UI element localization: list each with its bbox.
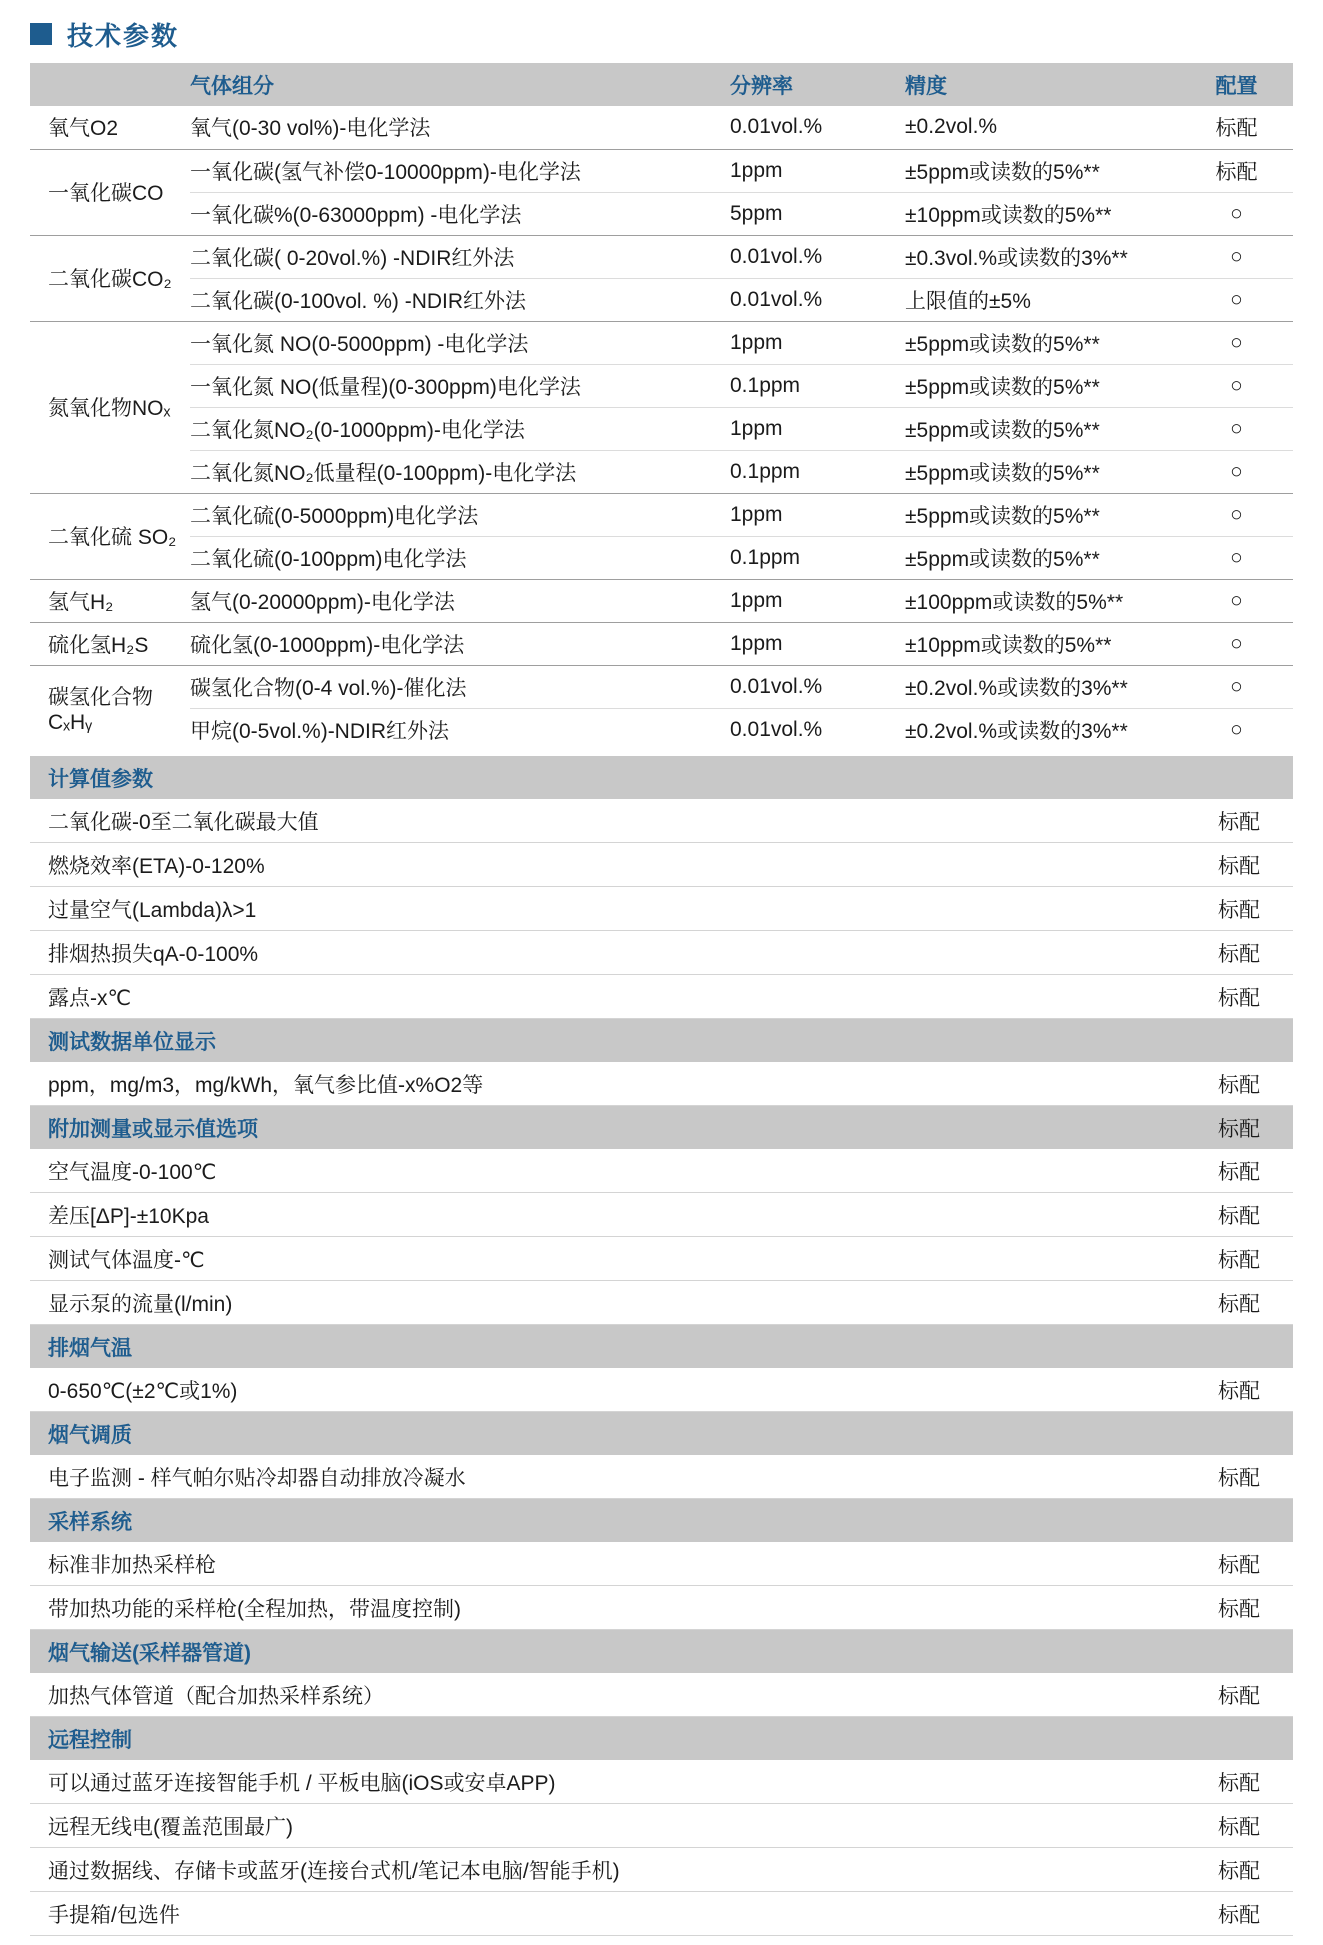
spec-text: 标准非加热采样枪 <box>48 1553 216 1577</box>
table-row <box>30 407 1293 450</box>
config-badge: 标配 <box>1218 1771 1260 1795</box>
list-item <box>30 1673 1293 1717</box>
accuracy-cell: ±10ppm或读数的5%** <box>895 622 1180 665</box>
config-badge: 标配 <box>1218 1859 1260 1883</box>
section-title: 烟气输送(采样器管道) <box>48 1641 251 1665</box>
resolution-cell: 1ppm <box>720 321 895 364</box>
config-badge: 标配 <box>1218 898 1260 922</box>
accuracy-cell: ±0.2vol.%或读数的3%** <box>895 665 1180 708</box>
section-title: 采样系统 <box>48 1510 132 1534</box>
section-gas-transport <box>30 1630 1293 1717</box>
section-header <box>30 1106 1293 1149</box>
table-row <box>30 450 1293 493</box>
gas-component-cell: 一氧化碳%(0-63000ppm) -电化学法 <box>190 192 720 235</box>
list-item <box>30 1193 1293 1237</box>
section-display-units <box>30 1019 1293 1106</box>
section-title: 远程控制 <box>48 1728 132 1752</box>
resolution-cell: 0.01vol.% <box>720 708 895 751</box>
section-sampling-system <box>30 1499 1293 1630</box>
accuracy-cell: ±100ppm或读数的5%** <box>895 579 1180 622</box>
spec-text: 可以通过蓝牙连接智能手机 / 平板电脑(iOS或安卓APP) <box>48 1771 556 1795</box>
spec-text: 电子监测 - 样气帕尔贴冷却器自动排放冷凝水 <box>48 1466 466 1490</box>
gas-group-cell: 一氧化碳CO <box>30 149 190 235</box>
spec-text: 露点-x℃ <box>48 986 132 1010</box>
gas-component-cell: 二氧化碳( 0-20vol.%) -NDIR红外法 <box>190 235 720 278</box>
config-cell: ○ <box>1180 708 1293 751</box>
gas-group-cell: 氢气H₂ <box>30 579 190 622</box>
table-row <box>30 536 1293 579</box>
config-badge: 标配 <box>1218 1117 1260 1141</box>
table-row <box>30 149 1293 192</box>
section-calculated-values <box>30 756 1293 1019</box>
accuracy-cell: 上限值的±5% <box>895 278 1180 321</box>
config-cell: ○ <box>1180 192 1293 235</box>
section-header <box>30 756 1293 799</box>
list-item <box>30 1760 1293 1804</box>
resolution-cell: 5ppm <box>720 192 895 235</box>
config-cell: ○ <box>1180 278 1293 321</box>
config-badge: 标配 <box>1218 1466 1260 1490</box>
gas-component-cell: 二氧化氮NO₂(0-1000ppm)-电化学法 <box>190 407 720 450</box>
config-badge: 标配 <box>1218 1379 1260 1403</box>
table-row <box>30 665 1293 708</box>
spec-text: 手提箱/包选件 <box>48 1903 180 1927</box>
section-remote-control <box>30 1717 1293 1936</box>
resolution-cell: 0.01vol.% <box>720 278 895 321</box>
table-row <box>30 708 1293 751</box>
config-badge: 标配 <box>1218 1553 1260 1577</box>
page-title: 技术参数 <box>67 20 180 51</box>
resolution-cell: 0.1ppm <box>720 450 895 493</box>
list-item <box>30 1237 1293 1281</box>
config-cell: ○ <box>1180 364 1293 407</box>
accuracy-cell: ±0.2vol.% <box>905 115 998 139</box>
config-cell: 标配 <box>1215 117 1258 141</box>
section-flue-gas-temperature <box>30 1325 1293 1412</box>
section-title: 测试数据单位显示 <box>48 1030 216 1054</box>
resolution-cell: 0.01vol.% <box>720 235 895 278</box>
table-row <box>30 235 1293 278</box>
list-item <box>30 843 1293 887</box>
spec-text: 远程无线电(覆盖范围最广) <box>48 1815 293 1839</box>
spec-text: 空气温度-0-100℃ <box>48 1160 217 1184</box>
config-badge: 标配 <box>1218 810 1260 834</box>
config-badge: 标配 <box>1218 1204 1260 1228</box>
resolution-cell: 0.1ppm <box>720 536 895 579</box>
config-badge: 标配 <box>1218 1160 1260 1184</box>
table-row <box>30 579 1293 622</box>
section-title: 烟气调质 <box>48 1423 132 1447</box>
gas-component-cell: 二氧化硫(0-5000ppm)电化学法 <box>190 493 720 536</box>
spec-text: 过量空气(Lambda)λ>1 <box>48 898 257 922</box>
section-title: 排烟气温 <box>48 1336 132 1360</box>
config-cell: 标配 <box>1180 149 1293 192</box>
config-badge: 标配 <box>1218 1248 1260 1272</box>
table-row <box>30 622 1293 665</box>
gas-spec-table <box>30 63 1293 751</box>
accuracy-cell: ±0.2vol.%或读数的3%** <box>895 708 1180 751</box>
list-item <box>30 1848 1293 1892</box>
list-item <box>30 1062 1293 1106</box>
gas-group-cell: 硫化氢H₂S <box>30 622 190 665</box>
section-gas-conditioning <box>30 1412 1293 1499</box>
spec-sections <box>30 756 1293 1936</box>
section-header <box>30 1019 1293 1062</box>
spec-text: 加热气体管道（配合加热采样系统） <box>48 1684 384 1708</box>
list-item <box>30 975 1293 1019</box>
spec-text: 二氧化碳-0至二氧化碳最大值 <box>48 810 319 834</box>
config-cell: ○ <box>1180 321 1293 364</box>
section-title: 计算值参数 <box>48 767 153 791</box>
section-header <box>30 1499 1293 1542</box>
config-badge: 标配 <box>1218 1597 1260 1621</box>
column-header-group <box>30 63 190 106</box>
resolution-cell: 0.01vol.% <box>730 115 823 139</box>
config-badge: 标配 <box>1218 942 1260 966</box>
gas-component-cell: 硫化氢(0-1000ppm)-电化学法 <box>190 622 720 665</box>
list-item <box>30 1368 1293 1412</box>
column-header-resolution: 分辨率 <box>720 63 895 106</box>
config-cell: ○ <box>1180 579 1293 622</box>
resolution-cell: 1ppm <box>720 407 895 450</box>
column-header-accuracy: 精度 <box>895 63 1180 106</box>
gas-component-cell: 一氧化氮 NO(0-5000ppm) -电化学法 <box>190 321 720 364</box>
gas-group-cell: 二氧化硫 SO₂ <box>30 493 190 579</box>
list-item <box>30 1586 1293 1630</box>
gas-group-cell: 氧气O2 <box>48 117 119 141</box>
config-badge: 标配 <box>1218 1684 1260 1708</box>
resolution-cell: 1ppm <box>720 149 895 192</box>
accuracy-cell: ±5ppm或读数的5%** <box>895 536 1180 579</box>
gas-component-cell: 二氧化硫(0-100ppm)电化学法 <box>190 536 720 579</box>
config-cell: ○ <box>1180 235 1293 278</box>
spec-text: 0-650℃(±2℃或1%) <box>48 1379 238 1403</box>
gas-group-cell: 碳氢化合物CₓHᵧ <box>30 665 190 751</box>
section-header <box>30 1630 1293 1673</box>
spec-text: 排烟热损失qA-0-100% <box>48 942 259 966</box>
list-item <box>30 1542 1293 1586</box>
list-item <box>30 887 1293 931</box>
gas-group-cell: 氮氧化物NOₓ <box>30 321 190 493</box>
list-item <box>30 1455 1293 1499</box>
config-cell: ○ <box>1180 622 1293 665</box>
resolution-cell: 1ppm <box>720 622 895 665</box>
gas-component-cell: 氢气(0-20000ppm)-电化学法 <box>190 579 720 622</box>
list-item <box>30 1281 1293 1325</box>
spec-text: 差压[ΔP]-±10Kpa <box>48 1204 209 1228</box>
accuracy-cell: ±10ppm或读数的5%** <box>895 192 1180 235</box>
config-cell: ○ <box>1180 493 1293 536</box>
list-item <box>30 1892 1293 1936</box>
config-cell: ○ <box>1180 407 1293 450</box>
gas-component-cell: 碳氢化合物(0-4 vol.%)-催化法 <box>190 665 720 708</box>
config-cell: ○ <box>1180 536 1293 579</box>
column-header-component: 气体组分 <box>190 63 720 106</box>
list-item <box>30 799 1293 843</box>
spec-text: 显示泵的流量(l/min) <box>48 1292 233 1316</box>
section-header <box>30 1717 1293 1760</box>
table-row <box>30 493 1293 536</box>
gas-component-cell: 甲烷(0-5vol.%)-NDIR红外法 <box>190 708 720 751</box>
accuracy-cell: ±5ppm或读数的5%** <box>895 493 1180 536</box>
list-item <box>30 1149 1293 1193</box>
gas-component-cell: 一氧化氮 NO(低量程)(0-300ppm)电化学法 <box>190 364 720 407</box>
gas-component-cell: 氧气(0-30 vol%)-电化学法 <box>190 117 431 141</box>
accuracy-cell: ±0.3vol.%或读数的3%** <box>895 235 1180 278</box>
gas-component-cell: 二氧化碳(0-100vol. %) -NDIR红外法 <box>190 278 720 321</box>
section-header <box>30 1412 1293 1455</box>
resolution-cell: 1ppm <box>720 579 895 622</box>
config-badge: 标配 <box>1218 854 1260 878</box>
table-row <box>30 364 1293 407</box>
spec-text: 燃烧效率(ETA)-0-120% <box>48 854 265 878</box>
resolution-cell: 0.01vol.% <box>720 665 895 708</box>
list-item <box>30 931 1293 975</box>
spec-text: ppm，mg/m3，mg/kWh，氧气参比值-x%O2等 <box>48 1073 484 1097</box>
config-badge: 标配 <box>1218 1292 1260 1316</box>
accuracy-cell: ±5ppm或读数的5%** <box>895 149 1180 192</box>
resolution-cell: 0.1ppm <box>720 364 895 407</box>
list-item <box>30 1804 1293 1848</box>
table-header-row <box>30 63 1293 106</box>
section-additional-measurements <box>30 1106 1293 1325</box>
table-row <box>30 106 1293 149</box>
spec-text: 通过数据线、存储卡或蓝牙(连接台式机/笔记本电脑/智能手机) <box>48 1859 620 1883</box>
config-cell: ○ <box>1180 665 1293 708</box>
table-row <box>30 321 1293 364</box>
section-marker-icon <box>30 23 52 45</box>
gas-group-cell: 二氧化碳CO₂ <box>30 235 190 321</box>
spec-text: 带加热功能的采样枪(全程加热，带温度控制) <box>48 1597 461 1621</box>
config-badge: 标配 <box>1218 986 1260 1010</box>
accuracy-cell: ±5ppm或读数的5%** <box>895 450 1180 493</box>
page-header <box>0 0 1323 51</box>
column-header-config: 配置 <box>1180 63 1293 106</box>
table-row <box>30 192 1293 235</box>
config-badge: 标配 <box>1218 1073 1260 1097</box>
table-row <box>30 278 1293 321</box>
spec-text: 测试气体温度-℃ <box>48 1248 205 1272</box>
resolution-cell: 1ppm <box>720 493 895 536</box>
section-title: 附加测量或显示值选项 <box>48 1117 258 1141</box>
accuracy-cell: ±5ppm或读数的5%** <box>895 321 1180 364</box>
gas-component-cell: 一氧化碳(氢气补偿0-10000ppm)-电化学法 <box>190 149 720 192</box>
config-badge: 标配 <box>1218 1815 1260 1839</box>
accuracy-cell: ±5ppm或读数的5%** <box>895 407 1180 450</box>
gas-component-cell: 二氧化氮NO₂低量程(0-100ppm)-电化学法 <box>190 450 720 493</box>
config-badge: 标配 <box>1218 1903 1260 1927</box>
config-cell: ○ <box>1180 450 1293 493</box>
section-header <box>30 1325 1293 1368</box>
accuracy-cell: ±5ppm或读数的5%** <box>895 364 1180 407</box>
